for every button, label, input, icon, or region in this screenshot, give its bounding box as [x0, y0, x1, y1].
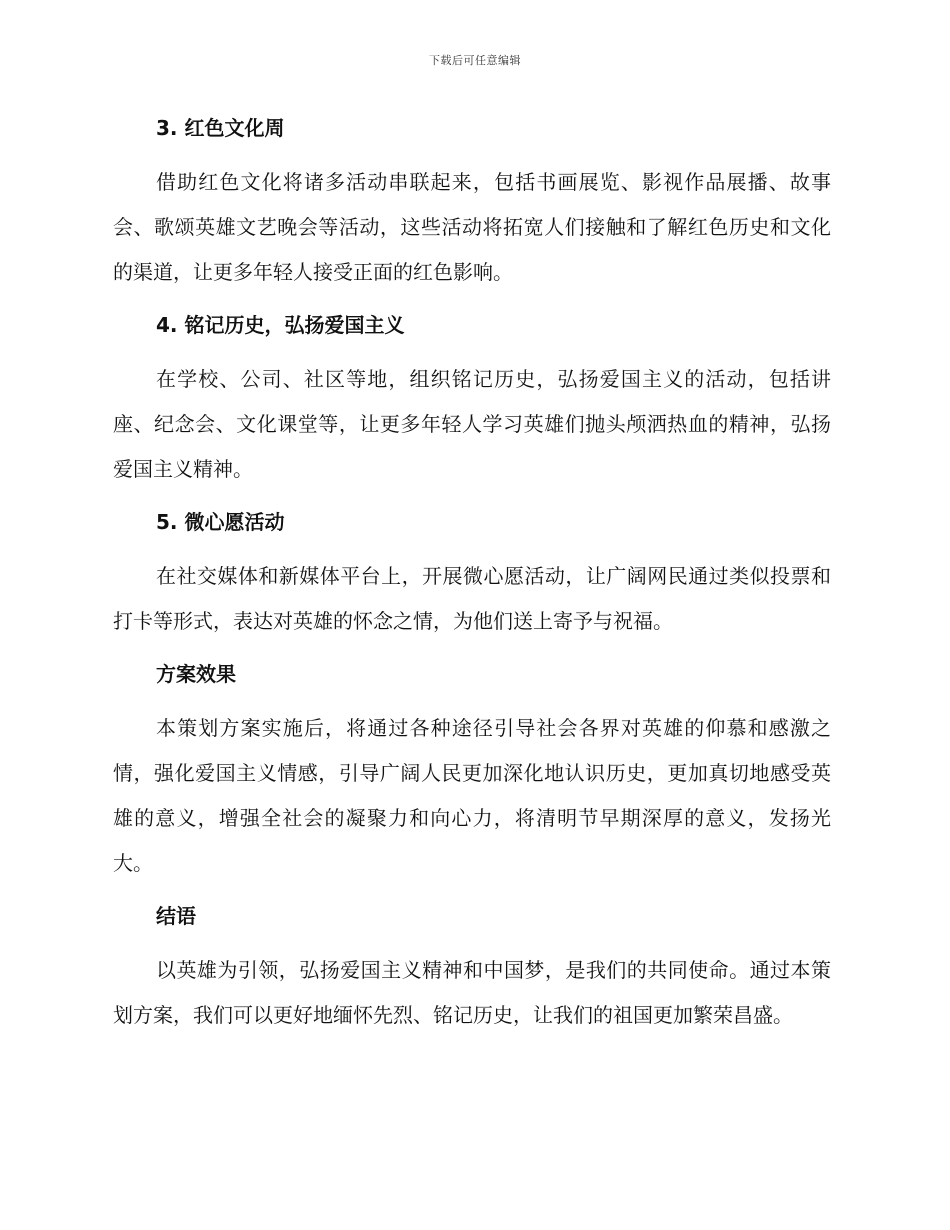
section-paragraph-conclusion: 以英雄为引领，弘扬爱国主义精神和中国梦，是我们的共同使命。通过本策划方案，我们可以更好地缅怀先烈、铭记历史，让我们的祖国更加繁荣昌盛。 — [113, 958, 831, 1027]
section-paragraph-red-culture-week: 借助红色文化将诸多活动串联起来，包括书画展览、影视作品展播、故事会、歌颂英雄文艺晚会等活动，这些活动将拓宽人们接触和了解红色历史和文化的渠道，让更多年轻人接受正面的红色影响。 — [113, 170, 831, 284]
section-heading-conclusion: 结语 — [156, 904, 196, 928]
section-heading-remember-history: 4. 铭记历史，弘扬爱国主义 — [156, 313, 405, 337]
section-heading-micro-wish: 5. 微心愿活动 — [156, 510, 285, 534]
section-paragraph-remember-history: 在学校、公司、社区等地，组织铭记历史，弘扬爱国主义的活动，包括讲座、纪念会、文化课堂等，让更多年轻人学习英雄们抛头颅洒热血的精神，弘扬爱国主义精神。 — [113, 367, 831, 481]
section-heading-red-culture-week: 3. 红色文化周 — [156, 116, 285, 140]
section-paragraph-micro-wish: 在社交媒体和新媒体平台上，开展微心愿活动，让广阔网民通过类似投票和打卡等形式，表达对英雄的怀念之情，为他们送上寄予与祝福。 — [113, 564, 831, 633]
section-paragraph-plan-effect: 本策划方案实施后，将通过各种途径引导社会各界对英雄的仰慕和感激之情，强化爱国主义情感，引导广阔人民更加深化地认识历史，更加真切地感受英雄的意义，增强全社会的凝聚力和向心力，将清明节早期深厚的意义，发扬光大。 — [113, 716, 831, 875]
section-heading-plan-effect: 方案效果 — [156, 662, 236, 686]
document-body — [113, 112, 831, 1038]
page-header-note: 下载后可任意编辑 — [429, 54, 521, 67]
